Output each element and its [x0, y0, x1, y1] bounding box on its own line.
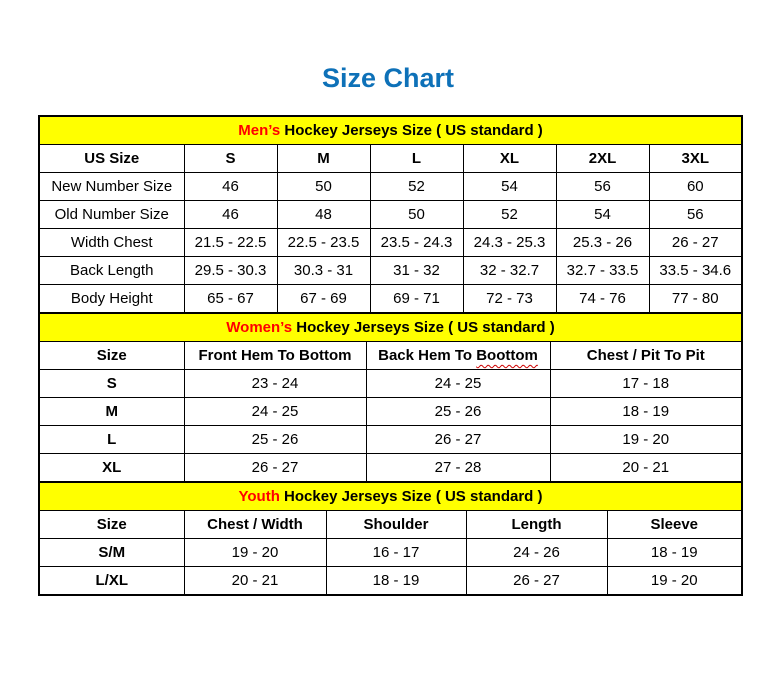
cell: 16 - 17 [326, 539, 466, 567]
table-row [39, 539, 742, 567]
cell: 69 - 71 [370, 285, 463, 314]
table-row [39, 454, 742, 483]
mens-banner-row [39, 116, 742, 145]
column-header: US Size [39, 145, 184, 173]
cell: 23 - 24 [184, 370, 366, 398]
misspelled-word-squiggle: Boottom [476, 347, 538, 364]
column-header-text: Back Hem To [378, 347, 477, 364]
table-row [39, 567, 742, 596]
youth-section-title [39, 482, 742, 511]
cell: 50 [370, 201, 463, 229]
column-header: Shoulder [326, 511, 466, 539]
row-label: Back Length [39, 257, 184, 285]
mens-header-row [39, 145, 742, 173]
cell: 24 - 25 [366, 370, 550, 398]
cell: 52 [463, 201, 556, 229]
cell: 72 - 73 [463, 285, 556, 314]
column-header: M [277, 145, 370, 173]
table-row [39, 173, 742, 201]
cell: 77 - 80 [649, 285, 742, 314]
table-row [39, 201, 742, 229]
womens-section-title-highlight: Women’s [226, 319, 293, 336]
table-row [39, 370, 742, 398]
cell: 20 - 21 [550, 454, 742, 483]
youth-banner-row [39, 482, 742, 511]
cell: 54 [556, 201, 649, 229]
column-header: 2XL [556, 145, 649, 173]
row-label: Old Number Size [39, 201, 184, 229]
table-row [39, 285, 742, 314]
cell: 25 - 26 [366, 398, 550, 426]
mens-size-table [38, 115, 743, 314]
row-label: S/M [39, 539, 184, 567]
row-label: Body Height [39, 285, 184, 314]
cell: 26 - 27 [366, 426, 550, 454]
cell: 25 - 26 [184, 426, 366, 454]
mens-section-title-highlight: Men’s [238, 122, 281, 139]
row-label: L [39, 426, 184, 454]
cell: 52 [370, 173, 463, 201]
mens-section-title-rest: Hockey Jerseys Size ( US standard ) [280, 122, 543, 139]
column-header: Sleeve [607, 511, 742, 539]
row-label: New Number Size [39, 173, 184, 201]
cell: 32 - 32.7 [463, 257, 556, 285]
size-chart-tables [38, 115, 741, 596]
cell: 26 - 27 [184, 454, 366, 483]
cell: 26 - 27 [649, 229, 742, 257]
cell: 46 [184, 201, 277, 229]
column-header: Front Hem To Bottom [184, 342, 366, 370]
youth-size-table [38, 481, 743, 596]
cell: 23.5 - 24.3 [370, 229, 463, 257]
cell: 65 - 67 [184, 285, 277, 314]
column-header: Chest / Pit To Pit [550, 342, 742, 370]
column-header: Length [466, 511, 607, 539]
cell: 48 [277, 201, 370, 229]
cell: 18 - 19 [326, 567, 466, 596]
table-row [39, 398, 742, 426]
womens-section-title [39, 313, 742, 342]
cell: 26 - 27 [466, 567, 607, 596]
cell: 56 [556, 173, 649, 201]
cell: 18 - 19 [607, 539, 742, 567]
cell: 19 - 20 [550, 426, 742, 454]
cell: 29.5 - 30.3 [184, 257, 277, 285]
row-label: L/XL [39, 567, 184, 596]
column-header: XL [463, 145, 556, 173]
table-row [39, 426, 742, 454]
cell: 50 [277, 173, 370, 201]
womens-banner-row [39, 313, 742, 342]
table-row [39, 229, 742, 257]
womens-size-table [38, 312, 743, 483]
row-label: Width Chest [39, 229, 184, 257]
cell: 21.5 - 22.5 [184, 229, 277, 257]
column-header: Size [39, 511, 184, 539]
cell: 56 [649, 201, 742, 229]
cell: 30.3 - 31 [277, 257, 370, 285]
table-row [39, 257, 742, 285]
column-header [366, 342, 550, 370]
row-label: XL [39, 454, 184, 483]
cell: 74 - 76 [556, 285, 649, 314]
cell: 24 - 25 [184, 398, 366, 426]
column-header: L [370, 145, 463, 173]
cell: 67 - 69 [277, 285, 370, 314]
youth-header-row [39, 511, 742, 539]
youth-section-title-highlight: Youth [238, 488, 280, 505]
cell: 31 - 32 [370, 257, 463, 285]
womens-section-title-rest: Hockey Jerseys Size ( US standard ) [292, 319, 555, 336]
cell: 19 - 20 [184, 539, 326, 567]
row-label: S [39, 370, 184, 398]
cell: 60 [649, 173, 742, 201]
cell: 18 - 19 [550, 398, 742, 426]
cell: 33.5 - 34.6 [649, 257, 742, 285]
cell: 22.5 - 23.5 [277, 229, 370, 257]
row-label: M [39, 398, 184, 426]
youth-section-title-rest: Hockey Jerseys Size ( US standard ) [279, 488, 543, 505]
mens-section-title [39, 116, 742, 145]
womens-header-row [39, 342, 742, 370]
cell: 32.7 - 33.5 [556, 257, 649, 285]
column-header: S [184, 145, 277, 173]
column-header: Size [39, 342, 184, 370]
column-header: 3XL [649, 145, 742, 173]
cell: 54 [463, 173, 556, 201]
cell: 19 - 20 [607, 567, 742, 596]
column-header: Chest / Width [184, 511, 326, 539]
cell: 17 - 18 [550, 370, 742, 398]
cell: 25.3 - 26 [556, 229, 649, 257]
cell: 20 - 21 [184, 567, 326, 596]
cell: 27 - 28 [366, 454, 550, 483]
cell: 24 - 26 [466, 539, 607, 567]
page-title: Size Chart [321, 63, 455, 93]
cell: 24.3 - 25.3 [463, 229, 556, 257]
cell: 46 [184, 173, 277, 201]
